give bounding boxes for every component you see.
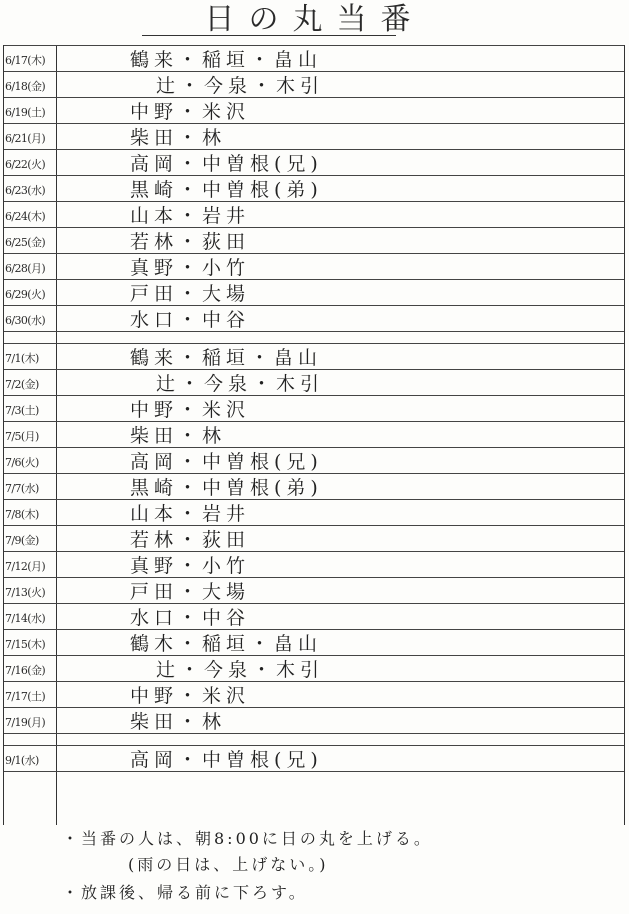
duty-date: 6/19(土) bbox=[5, 106, 46, 119]
duty-date: 6/17(木) bbox=[5, 54, 46, 67]
note-rain-exception: (雨の日は、上げない。) bbox=[128, 855, 329, 874]
duty-names: 鶴来・稲垣・畠山 bbox=[130, 49, 323, 71]
duty-row bbox=[4, 551, 624, 578]
duty-names: 鶴木・稲垣・畠山 bbox=[130, 633, 323, 655]
duty-names: 若林・荻田 bbox=[130, 231, 251, 253]
duty-date: 6/18(金) bbox=[5, 80, 46, 93]
duty-date: 6/23(水) bbox=[5, 184, 46, 197]
duty-names: 黒崎・中曽根(弟) bbox=[130, 179, 323, 201]
duty-row bbox=[4, 421, 624, 448]
note-raise-flag: ・当番の人は、朝8:00に日の丸を上げる。 bbox=[62, 829, 433, 848]
duty-row bbox=[4, 175, 624, 202]
duty-row bbox=[4, 603, 624, 630]
duty-row bbox=[4, 305, 624, 332]
duty-date: 6/29(火) bbox=[5, 288, 46, 301]
duty-row bbox=[4, 577, 624, 604]
duty-row bbox=[4, 343, 624, 370]
duty-row bbox=[4, 97, 624, 124]
duty-date: 6/30(水) bbox=[5, 314, 46, 327]
duty-row bbox=[4, 681, 624, 708]
duty-names: 真野・小竹 bbox=[130, 257, 251, 279]
duty-date: 7/6(火) bbox=[5, 456, 39, 469]
duty-date: 7/9(金) bbox=[5, 534, 39, 547]
duty-row bbox=[4, 499, 624, 526]
duty-row bbox=[4, 369, 624, 396]
duty-row bbox=[4, 629, 624, 656]
duty-names: 高岡・中曽根(兄) bbox=[130, 451, 323, 473]
duty-row bbox=[4, 149, 624, 176]
duty-date: 6/21(月) bbox=[5, 132, 46, 145]
duty-names: 鶴来・稲垣・畠山 bbox=[130, 347, 323, 369]
duty-date: 7/8(木) bbox=[5, 508, 39, 521]
page-title: 日の丸当番 bbox=[204, 2, 425, 37]
duty-table bbox=[3, 45, 625, 825]
duty-date: 7/1(木) bbox=[5, 352, 39, 365]
duty-date: 7/5(月) bbox=[5, 430, 39, 443]
duty-names: 山本・岩井 bbox=[130, 503, 251, 525]
duty-names: 戸田・大場 bbox=[130, 581, 251, 603]
duty-row bbox=[4, 253, 624, 280]
duty-names: 高岡・中曽根(兄) bbox=[130, 153, 323, 175]
duty-date: 6/24(木) bbox=[5, 210, 46, 223]
duty-names: 真野・小竹 bbox=[130, 555, 251, 577]
duty-row bbox=[4, 655, 624, 682]
duty-date: 7/14(水) bbox=[5, 612, 46, 625]
duty-names: 若林・荻田 bbox=[130, 529, 251, 551]
duty-names: 中野・米沢 bbox=[130, 101, 251, 123]
duty-date: 7/17(土) bbox=[5, 690, 46, 703]
duty-row bbox=[4, 745, 624, 772]
duty-date: 6/28(月) bbox=[5, 262, 46, 275]
duty-date: 7/15(木) bbox=[5, 638, 46, 651]
duty-row bbox=[4, 227, 624, 254]
duty-names: 辻・今泉・木引 bbox=[156, 373, 325, 395]
duty-row bbox=[4, 71, 624, 98]
duty-row bbox=[4, 123, 624, 150]
duty-names: 水口・中谷 bbox=[130, 309, 251, 331]
duty-row bbox=[4, 279, 624, 306]
duty-names: 山本・岩井 bbox=[130, 205, 251, 227]
duty-date: 6/22(火) bbox=[5, 158, 46, 171]
duty-names: 黒崎・中曽根(弟) bbox=[130, 477, 323, 499]
duty-date: 7/2(金) bbox=[5, 378, 39, 391]
duty-date: 7/7(水) bbox=[5, 482, 39, 495]
duty-names: 中野・米沢 bbox=[130, 685, 251, 707]
duty-names: 柴田・林 bbox=[130, 127, 227, 149]
duty-names: 辻・今泉・木引 bbox=[156, 659, 325, 681]
duty-date: 6/25(金) bbox=[5, 236, 46, 249]
duty-names: 中野・米沢 bbox=[130, 399, 251, 421]
duty-names: 水口・中谷 bbox=[130, 607, 251, 629]
duty-names: 戸田・大場 bbox=[130, 283, 251, 305]
duty-row bbox=[4, 447, 624, 474]
duty-date: 7/19(月) bbox=[5, 716, 46, 729]
duty-date: 7/13(火) bbox=[5, 586, 46, 599]
duty-names: 柴田・林 bbox=[130, 425, 227, 447]
duty-row bbox=[4, 525, 624, 552]
duty-date: 7/16(金) bbox=[5, 664, 46, 677]
duty-names: 柴田・林 bbox=[130, 711, 227, 733]
duty-date: 9/1(水) bbox=[5, 754, 39, 767]
duty-row bbox=[4, 45, 624, 72]
duty-row bbox=[4, 707, 624, 734]
duty-date: 7/12(月) bbox=[5, 560, 46, 573]
duty-date: 7/3(土) bbox=[5, 404, 39, 417]
duty-names: 辻・今泉・木引 bbox=[156, 75, 325, 97]
duty-names: 高岡・中曽根(兄) bbox=[130, 749, 323, 771]
duty-row bbox=[4, 473, 624, 500]
table-bottom-line bbox=[4, 771, 624, 772]
note-lower-flag: ・放課後、帰る前に下ろす。 bbox=[62, 883, 308, 902]
duty-row bbox=[4, 201, 624, 228]
duty-row bbox=[4, 395, 624, 422]
title-underline bbox=[142, 35, 396, 36]
